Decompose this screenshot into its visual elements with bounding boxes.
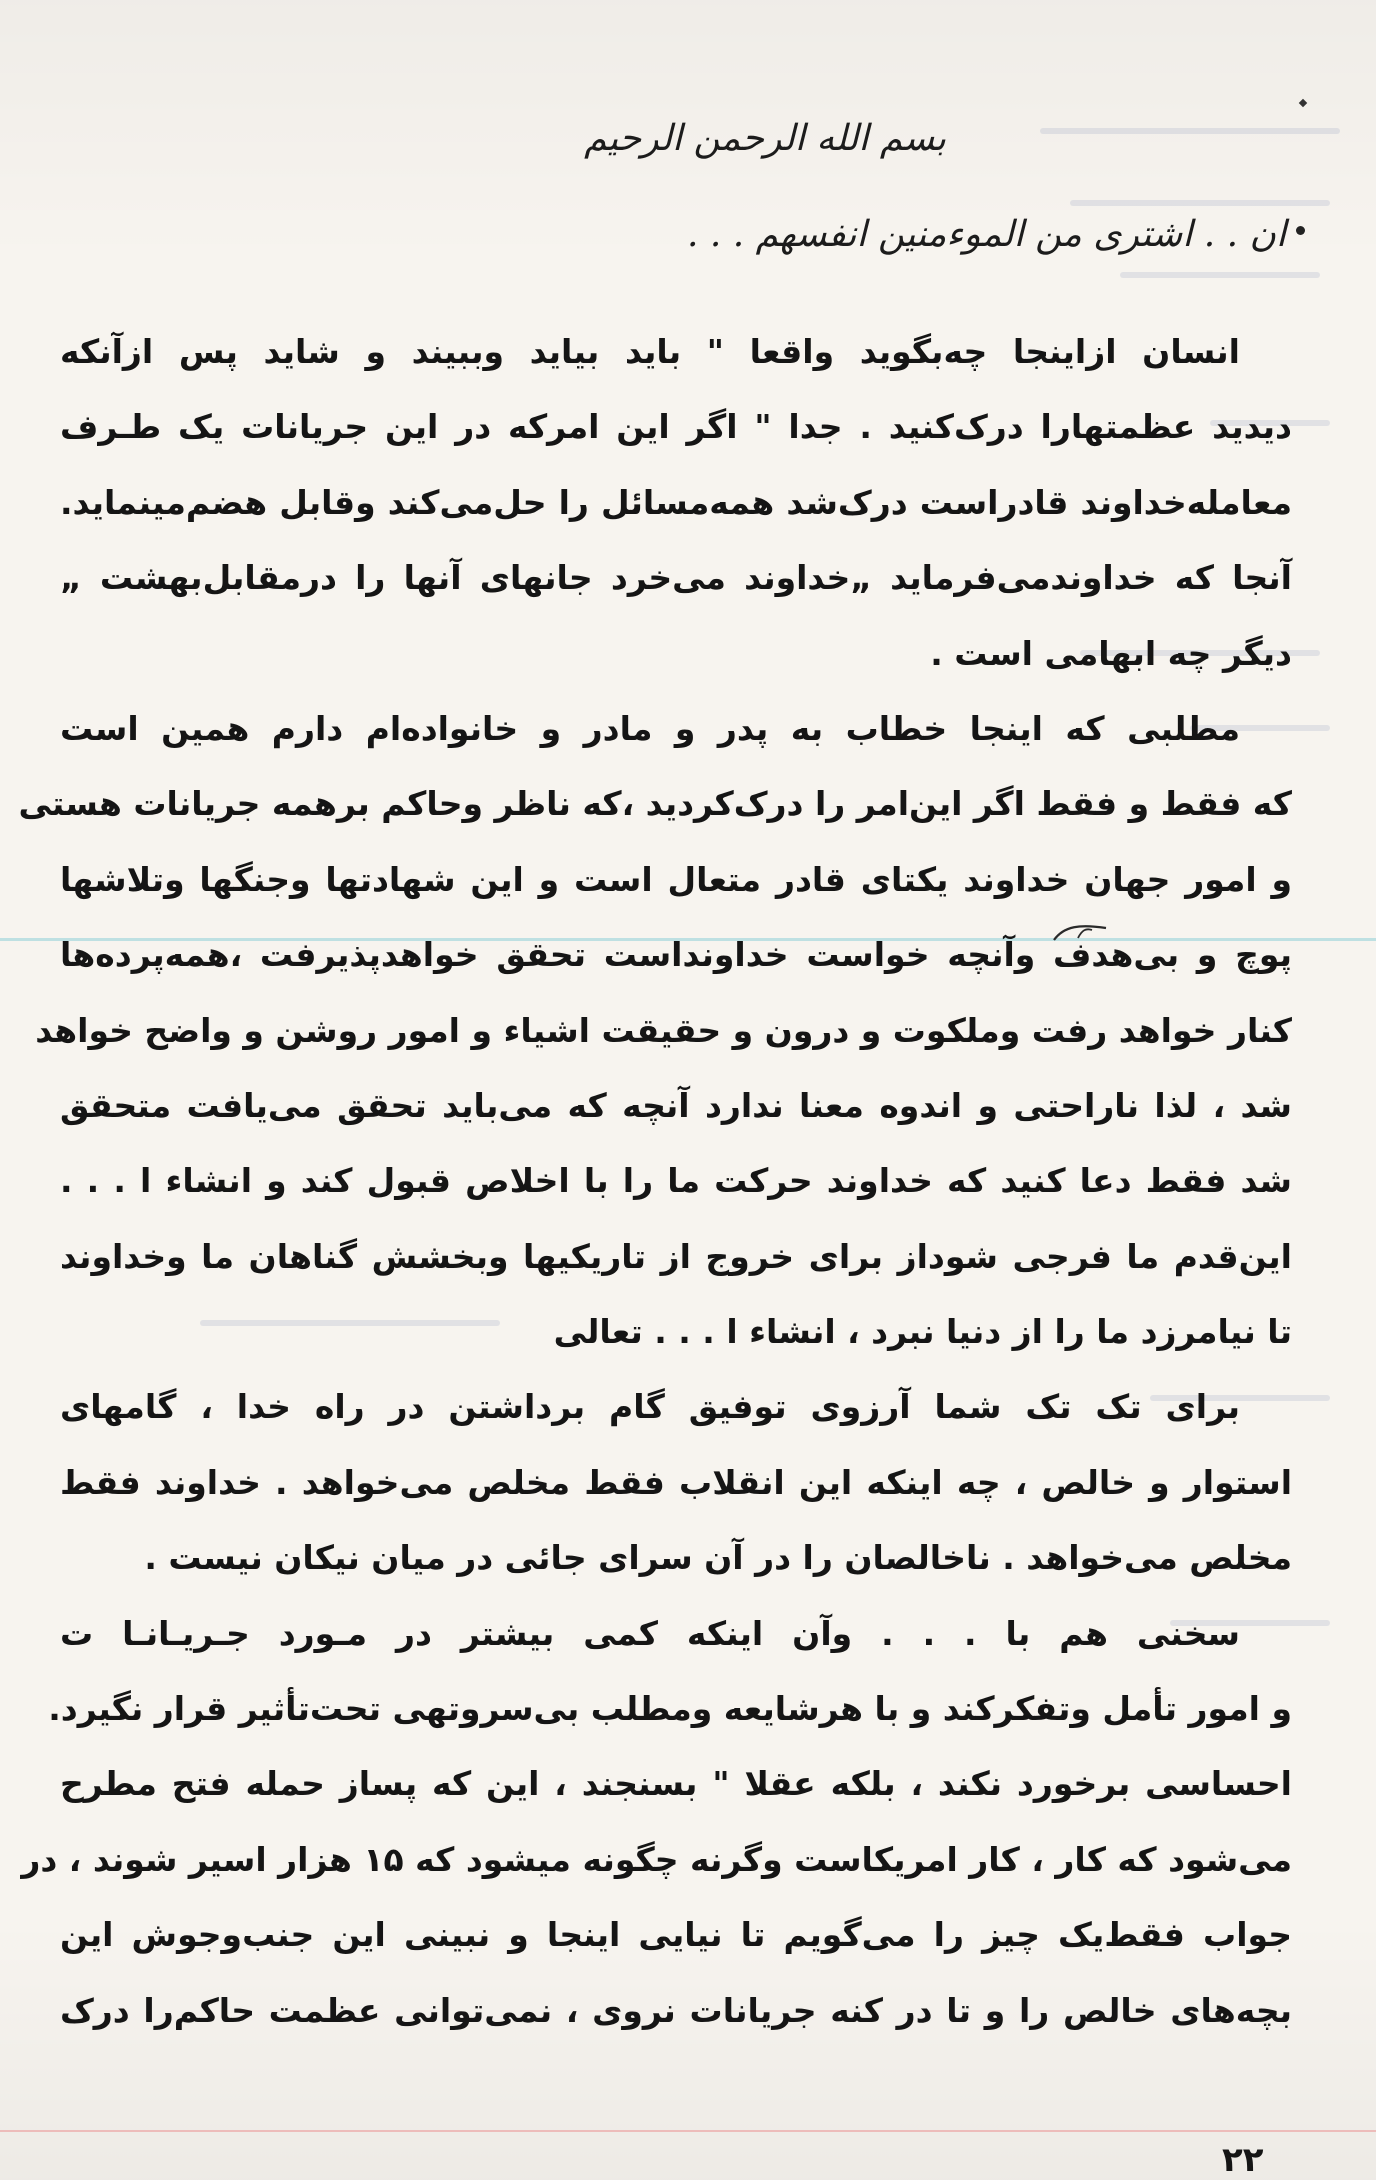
- text-line: مخلص می‌خواهد . ناخالصان را در آن سرای جائی در میان نیکان نیست .: [144, 1538, 1292, 1578]
- text-line: می‌شود که کار ، کار امریکاست وگرنه چگونه میشود که ۱۵ هزار اسیر شوند ، در: [21, 1839, 1292, 1879]
- text-line: دیگر چه ابهامی است .: [930, 633, 1292, 673]
- text-line: دیدید عظمتهارا درک‌کنید . جدا " اگر این امرکه در این جریانات یک طـرف: [60, 407, 1292, 447]
- text-line: مطلبی که اینجا خطاب به پدر و مادر و خانواده‌ام دارم همین است: [60, 708, 1240, 748]
- text-line: آنجا که خداوندمی‌فرماید „خداوند می‌خرد جانهای آنها را درمقابل‌بهشت „: [60, 558, 1292, 598]
- corner-mark: [1299, 99, 1307, 107]
- page-heading: بسم الله الرحمن الرحيم: [584, 118, 946, 159]
- text-line: احساسی برخورد نکند ، بلکه عقلا " بسنجند ، این که پساز حمله فتح مطرح: [60, 1764, 1292, 1804]
- text-line: و امور جهان خداوند یکتای قادر متعال است و این شهادتها وجنگها وتلاشها: [60, 859, 1292, 899]
- text-line: تا نیامرزد ما را از دنیا نبرد ، انشاء ا . . . تعالی: [553, 1312, 1292, 1352]
- footer-rule: [0, 2130, 1376, 2132]
- text-line: و امور تأمل وتفکرکند و با هرشایعه ومطلب بی‌سروتهی تحت‌تأثیر قرار نگیرد.: [48, 1689, 1292, 1729]
- text-line: بچه‌های خالص را و تا در کنه جریانات نروی ، نمی‌توانی عظمت حاکم‌را درک: [60, 1990, 1292, 2030]
- text-line: استوار و خالص ، چه اینکه این انقلاب فقط مخلص می‌خواهد . خداوند فقط: [60, 1462, 1292, 1502]
- text-line: معامله‌خداوند قادراست درک‌شد همه‌مسائل را حل‌می‌کند وقابل هضم‌مینماید.: [60, 482, 1292, 522]
- bullet-dot: [1296, 226, 1305, 235]
- text-line: که فقط و فقط اگر این‌امر را درک‌کردید ،که ناظر وحاکم برهمه جریانات هستی: [18, 784, 1292, 824]
- bleed-through-mark: [1040, 128, 1340, 134]
- text-line: جواب فقط‌یک چیز را می‌گویم تا نیایی اینجا و نبینی این جنب‌وجوش این: [60, 1915, 1292, 1955]
- text-line: شد ، لذا ناراحتی و اندوه معنا ندارد آنچه که می‌باید تحقق می‌یافت متحقق: [60, 1085, 1292, 1125]
- body-text: [18, 320, 1292, 2054]
- text-line: برای تک تک شما آرزوی توفیق گام برداشتن در راه خدا ، گامهای: [60, 1387, 1240, 1427]
- text-line: شد فقط دعا کنید که خداوند حرکت ما را با اخلاص قبول کند و انشاء ا . . .: [60, 1161, 1292, 1201]
- page-number: ۲۲: [1222, 2140, 1264, 2180]
- bleed-through-mark: [1120, 272, 1320, 278]
- text-line: انسان ازاینجا چه‌بگوید واقعا " باید بیاید وببیند و شاید پس ازآنکه: [60, 332, 1240, 371]
- text-line: کنار خواهد رفت وملکوت و درون و حقیقت اشیاء و امور روشن و واضح خواهد: [35, 1010, 1292, 1050]
- bleed-through-mark: [1070, 200, 1330, 206]
- text-line: پوچ و بی‌هدف وآنچه خواست خداونداست تحقق خواهدپذیرفت ،همه‌پرده‌ها: [60, 935, 1292, 975]
- text-line: این‌قدم ما فرجی شوداز برای خروج از تاریکیها وبخشش گناهان ما وخداوند: [60, 1236, 1292, 1276]
- text-line: سخنی هم با . . . وآن اینکه کمی بیشتر در مـورد جـریـانـا ت: [60, 1613, 1240, 1653]
- verse-quote: ان . . اشتری من الموءمنین انفسهم . . .: [686, 214, 1286, 255]
